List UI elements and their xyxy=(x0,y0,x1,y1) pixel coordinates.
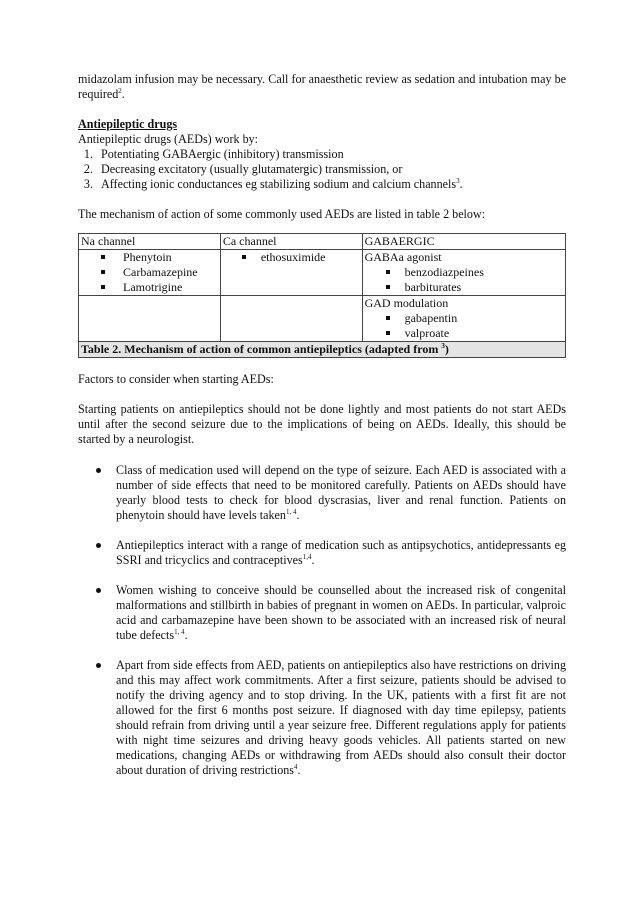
ca-drug-cell xyxy=(220,250,362,296)
header-ca-channel: Ca channel xyxy=(220,234,362,250)
list-item: benzodiazpeines xyxy=(365,265,563,280)
section-heading: Antiepileptic drugs xyxy=(78,117,178,131)
table-caption: Table 2. Mechanism of action of common antiepileptics (adapted from $^3$) xyxy=(79,342,566,358)
na-drug-cell xyxy=(79,250,221,296)
bullet-icon xyxy=(96,543,101,548)
mechanism-item: 3. Affecting ionic conductances eg stabilizing sodium and calcium channels$^3$. xyxy=(96,177,566,192)
list-item: Apart from side effects from AED, patients on antiepileptics also have restrictions on driving and this may affect work commitments. After a first seizure, patients should be advised to notify the driving agency and to stop driving. In the UK, patients with a first fit are not allowed for the first 6 months post seizure. If diagnosed with day time epilepsy, patients should refrain from driving until a year seizure free. Different regulations apply for patients with night time seizures and driving heavy goods vehicles. All patients started on new medications, changing AEDs or withdrawing from AEDs should also consult their doctor about duration of driving restrictions$^4$. xyxy=(78,658,566,778)
gaba-a-label: GABAa agonist xyxy=(364,250,442,264)
section-lead: Antiepileptic drugs (AEDs) work by: xyxy=(78,132,259,146)
table-caption-row xyxy=(79,342,566,358)
table-row xyxy=(79,250,566,296)
mechanism-item: 1. Potentiating GABAergic (inhibitory) transmission xyxy=(96,147,566,162)
header-gabaergic: GABAERGIC xyxy=(362,234,565,250)
bullet-icon xyxy=(96,468,101,473)
list-item: gabapentin xyxy=(365,311,563,326)
document-page xyxy=(78,72,566,778)
table-header-row xyxy=(79,234,566,250)
factors-paragraph: Starting patients on antiepileptics should not be done lightly and most patients do not start AEDs until after the second seizure due to the implications of being on AEDs. Ideally, this should be started by a neurologist. xyxy=(78,402,566,446)
list-item: valproate xyxy=(365,326,563,341)
gad-cell xyxy=(362,296,565,342)
list-item: Phenytoin xyxy=(81,250,218,265)
gad-label: GAD modulation xyxy=(364,296,449,310)
table-intro: The mechanism of action of some commonly used AEDs are listed in table 2 below: xyxy=(78,207,486,221)
gaba-a-cell xyxy=(362,250,565,296)
square-bullet-icon xyxy=(242,255,246,259)
list-item: barbiturates xyxy=(365,280,563,295)
square-bullet-icon xyxy=(386,285,390,289)
bullet-icon xyxy=(96,663,101,668)
bullet-icon xyxy=(96,588,101,593)
intro-text: midazolam infusion may be necessary. Call for anaesthetic review as sedation and intubation may be required xyxy=(78,72,566,101)
square-bullet-icon xyxy=(101,270,105,274)
intro-paragraph xyxy=(78,72,566,102)
mechanism-list xyxy=(78,147,566,192)
list-item: Women wishing to conceive should be counselled about the increased risk of congenital malformations and stillbirth in babies of pregnant in women on AEDs. In particular, valproic acid and carbamazepine have been shown to be associated with an increased risk of neural tube defects$^{1, 4}$. xyxy=(78,583,566,643)
table-row xyxy=(79,296,566,342)
intro-ref: 2 xyxy=(118,87,122,95)
square-bullet-icon xyxy=(386,331,390,335)
square-bullet-icon xyxy=(386,270,390,274)
square-bullet-icon xyxy=(101,255,105,259)
list-item: Lamotrigine xyxy=(81,280,218,295)
list-item: ethosuximide xyxy=(223,250,360,265)
intro-end: . xyxy=(121,87,125,101)
mechanism-item: 2. Decreasing excitatory (usually glutamatergic) transmission, or xyxy=(96,162,566,177)
aed-mechanism-table xyxy=(78,233,566,358)
empty-cell xyxy=(79,296,221,342)
factors-bullet-list xyxy=(78,463,566,778)
empty-cell xyxy=(220,296,362,342)
header-na-channel: Na channel xyxy=(79,234,221,250)
list-item: Antiepileptics interact with a range of medication such as antipsychotics, antidepressants eg SSRI and tricyclics and contraceptives$^{1,4}$. xyxy=(78,538,566,568)
list-item: Carbamazepine xyxy=(81,265,218,280)
square-bullet-icon xyxy=(386,316,390,320)
list-item: Class of medication used will depend on the type of seizure. Each AED is associated with a number of side effects that need to be monitored carefully. Patients on AEDs should have yearly blood tests to check for blood dyscrasias, liver and renal function. Patients on phenytoin should have levels taken$^{1, 4}$. xyxy=(78,463,566,523)
square-bullet-icon xyxy=(101,285,105,289)
factors-label: Factors to consider when starting AEDs: xyxy=(78,372,274,386)
